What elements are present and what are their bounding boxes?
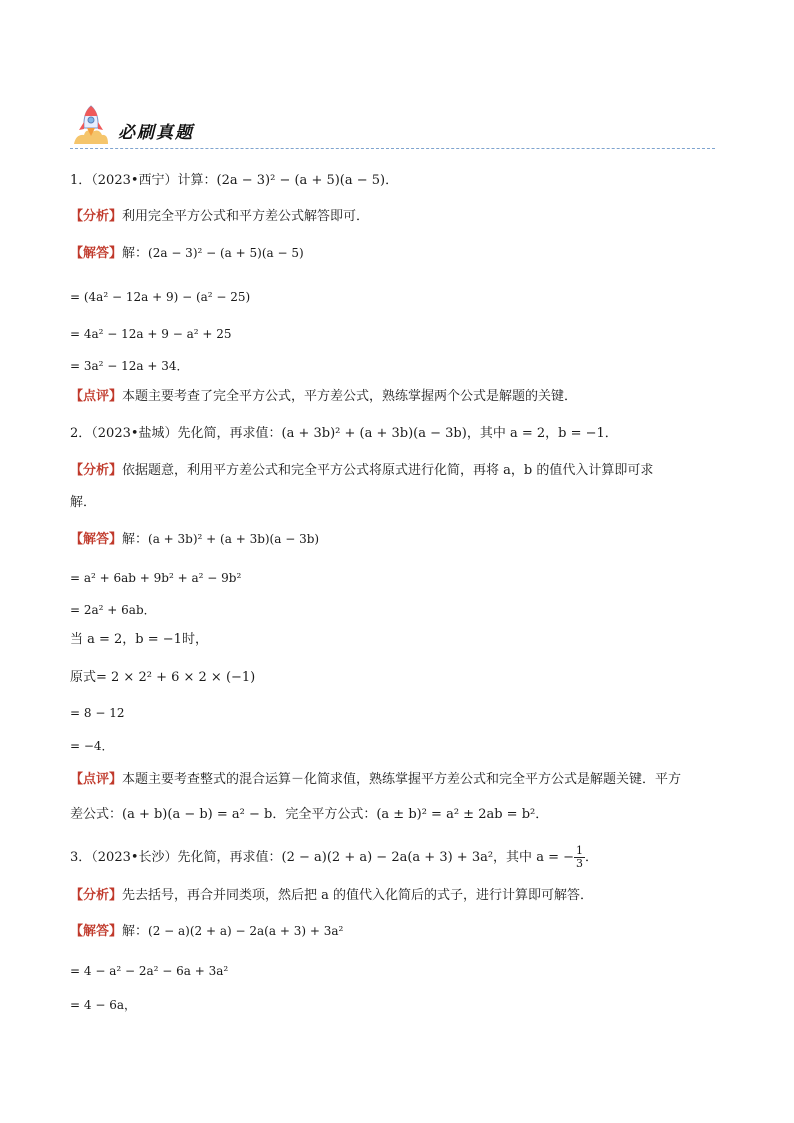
solution-step: = 8 − 12 (70, 706, 125, 720)
answer-lead: 解： (122, 924, 149, 939)
comment-tag: 【点评】 (70, 389, 123, 404)
solution-step: = (4a² − 12a + 9) − (a² − 25) (70, 290, 251, 304)
analysis-tag: 【分析】 (70, 888, 123, 903)
q1-analysis (70, 208, 369, 226)
solution-step: (2a − 3)² − (a + 5)(a − 5) (148, 246, 304, 260)
q2-analysis (70, 462, 653, 480)
solution-step: = 4a² − 12a + 9 − a² + 25 (70, 327, 232, 341)
q1-answer (70, 244, 304, 263)
comment-text: 本题主要考查了完全平方公式，平方差公式，熟练掌握两个公式是解题的关键． (122, 389, 578, 404)
q3-answer (70, 922, 343, 941)
fraction-numerator: 1 (576, 844, 583, 857)
analysis-text: 利用完全平方公式和平方差公式解答即可． (122, 209, 370, 224)
analysis-text: 先去括号，再合并同类项，然后把 a 的值代入化简后的式子，进行计算即可解答． (122, 888, 594, 903)
analysis-text: 依据题意，利用平方差公式和完全平方公式将原式进行化简，再将 a，b 的值代入计算即可求 (122, 463, 654, 478)
solution-step: = a² + 6ab + 9b² + a² − 9b² (70, 571, 242, 585)
q2-comment (70, 771, 681, 789)
q3-analysis (70, 887, 593, 905)
answer-tag: 【解答】 (70, 246, 123, 261)
comment-text: 本题主要考查整式的混合运算－化简求值，熟练掌握平方差公式和完全平方公式是解题关键．平方 (122, 772, 682, 787)
answer-tag: 【解答】 (70, 924, 123, 939)
solution-step: = 3a² − 12a + 34． (70, 359, 189, 373)
solution-step: = 2a² + 6ab． (70, 603, 156, 617)
solution-step: 原式= 2 × 2² + 6 × 2 × (−1) (70, 670, 256, 685)
header-divider (70, 148, 715, 149)
rocket-icon (72, 104, 110, 146)
q2-question: 2．（2023•盐城）先化简，再求值：(a + 3b)² + (a + 3b)(a − 3b)，其中 a = 2，b = −1． (70, 426, 618, 441)
question-text: 3．（2023•长沙）先化简，再求值：(2 − a)(2 + a) − 2a(a + 3) + 3a²，其中 a = − (70, 850, 574, 865)
question-end: ． (585, 850, 599, 865)
q1-comment (70, 388, 577, 406)
fraction-denominator: 3 (576, 857, 583, 870)
solution-step: = 4 − a² − 2a² − 6a + 3a² (70, 964, 229, 978)
analysis-tag: 【分析】 (70, 463, 123, 478)
answer-tag: 【解答】 (70, 532, 123, 547)
q3-question (70, 845, 598, 870)
fraction (574, 845, 585, 870)
q2-answer (70, 530, 319, 549)
solution-step: 当 a = 2，b = −1时， (70, 632, 208, 647)
answer-lead: 解： (122, 246, 149, 261)
section-title: 必刷真题 (118, 123, 194, 143)
solution-step: = 4 − 6a， (70, 998, 136, 1012)
q2-comment-cont: 差公式：(a + b)(a − b) = a² − b．完全平方公式：(a ± b)² = a² ± 2ab = b²． (70, 807, 549, 822)
section-header (70, 104, 715, 152)
solution-step: (2 − a)(2 + a) − 2a(a + 3) + 3a² (148, 924, 344, 938)
q1-question: 1．（2023•西宁）计算：(2a − 3)² − (a + 5)(a − 5)． (70, 173, 399, 188)
solution-step: = −4． (70, 739, 114, 753)
q2-analysis-cont: 解． (70, 495, 97, 510)
answer-lead: 解： (122, 532, 149, 547)
comment-tag: 【点评】 (70, 772, 123, 787)
analysis-tag: 【分析】 (70, 209, 123, 224)
solution-step: (a + 3b)² + (a + 3b)(a − 3b) (148, 532, 320, 546)
